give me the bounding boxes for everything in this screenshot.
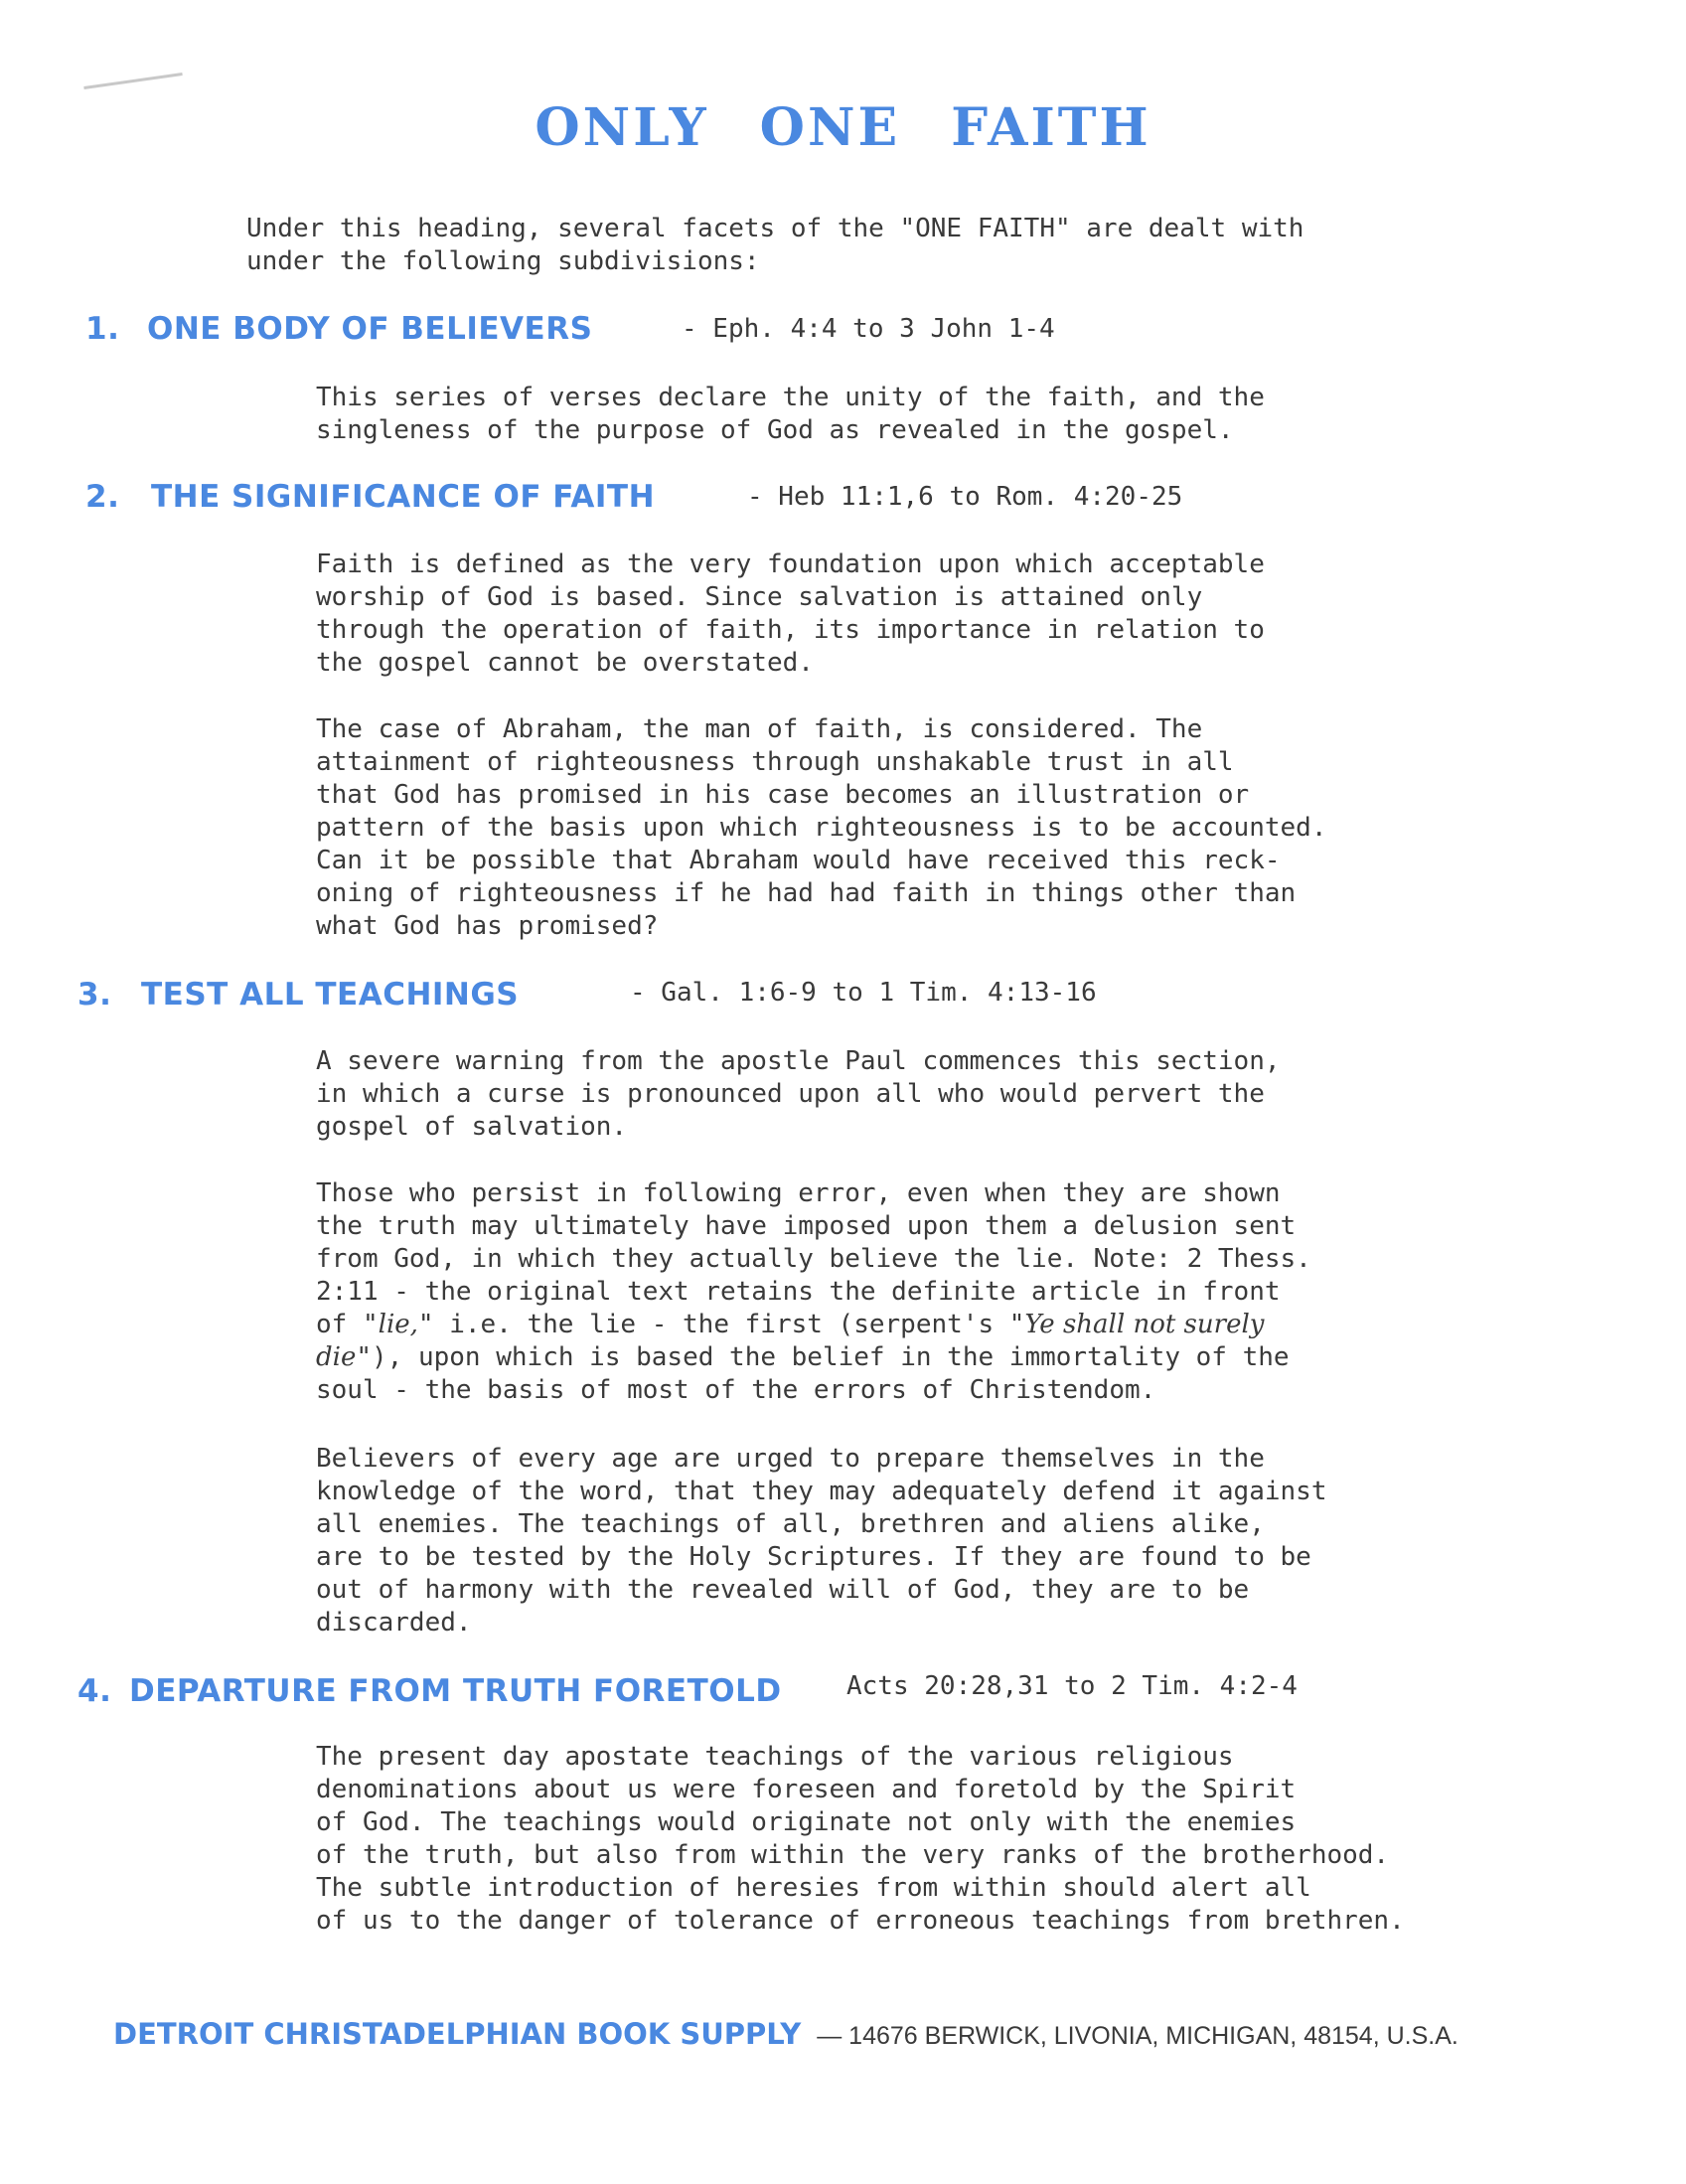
section-reference: - Eph. 4:4 to 3 John 1-4 xyxy=(682,314,1055,344)
script-quote-serpent: Ye shall not surely die xyxy=(316,1310,1265,1372)
section-number: 1. xyxy=(85,311,120,347)
section-title: THE SIGNIFICANCE OF FAITH xyxy=(151,479,656,515)
delusion-text-3: "), upon which is based the belief in the immortality of the soul - the basis of most of the errors of Christendom. xyxy=(316,1342,1290,1405)
section-3-heading xyxy=(0,977,1686,1016)
section-number: 3. xyxy=(77,977,112,1013)
section-title: TEST ALL TEACHINGS xyxy=(141,977,520,1013)
section-1-paragraph: This series of verses declare the unity of the faith, and the singleness of the purpose of God as revealed in the gospel. xyxy=(316,383,1265,445)
section-reference: - Gal. 1:6-9 to 1 Tim. 4:13-16 xyxy=(630,978,1097,1008)
section-reference: - Heb 11:1,6 to Rom. 4:20-25 xyxy=(747,482,1183,512)
script-quote-lie: lie, xyxy=(378,1310,418,1339)
section-2-heading xyxy=(0,479,1686,519)
section-1-heading xyxy=(0,311,1686,351)
pen-mark xyxy=(83,73,182,89)
section-2-paragraph-1: Faith is defined as the very foundation upon which acceptable worship of God is based. Since salvation is attained only through the operation of faith, its importance in relation to the gospel cannot be overstated. xyxy=(316,549,1265,678)
section-3-paragraph-3: Believers of every age are urged to prepare themselves in the knowledge of the word, that they may adequately defend it against all enemies. The teachings of all, brethren and aliens alike, are to be tested by the Holy Scriptures. If they are found to be out of harmony with the revealed will of God, they are to be discarded. xyxy=(316,1444,1327,1638)
section-number: 2. xyxy=(85,479,120,515)
section-reference: Acts 20:28,31 to 2 Tim. 4:2-4 xyxy=(846,1671,1298,1701)
section-number: 4. xyxy=(77,1673,112,1709)
publisher-name: DETROIT CHRISTADELPHIAN BOOK SUPPLY xyxy=(113,2017,802,2051)
section-3-paragraph-1: A severe warning from the apostle Paul commences this section, in which a curse is pronounced upon all who would pervert the gospel of salvation. xyxy=(316,1046,1281,1142)
section-4-heading xyxy=(0,1673,1686,1713)
publisher-footer xyxy=(113,2017,1458,2051)
delusion-text-1: Those who persist in following error, even when they are shown the truth may ultimately have imposed upon them a delusion sent from God, in which they actually believe the lie. Note: 2 Thess. 2:11 - the original text retains the definite article in front of " xyxy=(316,1178,1311,1339)
intro-text: Under this heading, several facets of the "ONE FAITH" are dealt with under the following subdivisions: xyxy=(246,214,1304,276)
section-title: ONE BODY OF BELIEVERS xyxy=(147,311,593,347)
page-title: ONLY ONE FAITH xyxy=(535,97,1151,158)
section-title: DEPARTURE FROM TRUTH FORETOLD xyxy=(129,1673,782,1709)
section-3-paragraph-2 xyxy=(316,1177,1528,1407)
section-2-paragraph-2: The case of Abraham, the man of faith, is considered. The attainment of righteousness through unshakable trust in all that God has promised in his case becomes an illustration or pattern of the basis upon which righteousness is to be accounted. Can it be possible that Abraham would have received this reck- oning of righteousness if he had had faith in things other than what God has promised? xyxy=(316,714,1327,941)
publisher-address: — 14676 BERWICK, LIVONIA, MICHIGAN, 48154, U.S.A. xyxy=(817,2022,1458,2050)
delusion-text-2: " i.e. the lie - the first (serpent's " xyxy=(417,1310,1025,1339)
section-4-paragraph: The present day apostate teachings of the various religious denominations about us were foreseen and foretold by the Spirit of God. The teachings would originate not only with the enemies of the truth, but also from within the very ranks of the brotherhood. The subtle introduction of heresies from within should alert all of us to the danger of tolerance of erroneous teachings from brethren. xyxy=(316,1742,1405,1936)
